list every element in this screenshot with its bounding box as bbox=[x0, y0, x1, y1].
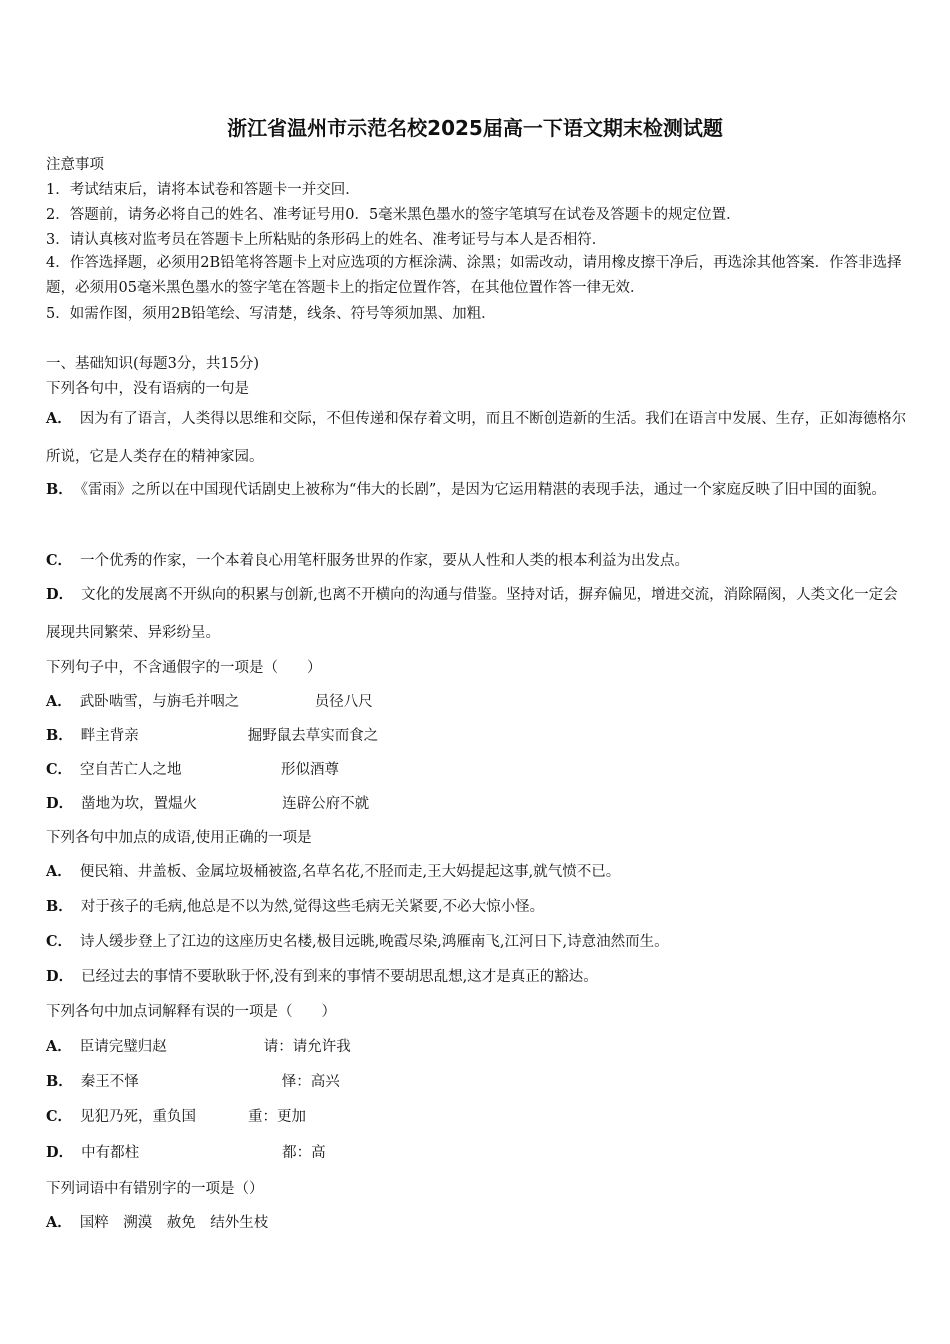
option-label: D． bbox=[46, 1144, 74, 1161]
option-label: C． bbox=[46, 761, 73, 778]
option-c bbox=[46, 1105, 306, 1126]
option-label: C． bbox=[46, 933, 73, 950]
notice-item: 2．答题前，请务必将自己的姓名、准考证号用0．5毫米黑色墨水的签字笔填写在试卷及答题卡的规定位置． bbox=[46, 207, 741, 223]
option-d bbox=[46, 792, 369, 813]
notice-item: 4．作答选择题，必须用2B铅笔将答题卡上对应选项的方框涂满、涂黑；如需改动，请用橡皮擦干净后，再选涂其他答案．作答非选择题，必须用05毫米黑色墨水的签字笔在答题卡上的指定位置作答，在其他位置作答一律无效． bbox=[46, 255, 902, 296]
option-text: 空自苦亡人之地 bbox=[80, 762, 182, 778]
option-text: 诗人缓步登上了江边的这座历史名楼,极目远眺,晚霞尽染,鸿雁南飞,江河日下,诗意油然而生。 bbox=[80, 934, 669, 950]
option-a bbox=[46, 690, 373, 711]
question-stem: 下列句子中，不含通假字的一项是（ ） bbox=[46, 660, 322, 676]
option-text: 因为有了语言，人类得以思维和交际，不但传递和保存着文明，而且不断创造新的生活。我们在语言中发展、生存，正如海德格尔所说，它是人类存在的精神家园。 bbox=[46, 411, 907, 465]
option-label: A． bbox=[46, 693, 72, 710]
option-text: 形似酒尊 bbox=[281, 762, 340, 778]
option-b bbox=[46, 471, 912, 509]
option-text: 便民箱、井盖板、金属垃圾桶被盗,名草名花,不胫而走,王大妈提起这事,就气愤不已。 bbox=[79, 864, 621, 880]
option-text: 秦王不怿 bbox=[80, 1074, 139, 1090]
option-label: B． bbox=[46, 727, 73, 744]
option-text: 连辟公府不就 bbox=[282, 796, 370, 812]
option-b bbox=[46, 895, 544, 916]
question-stem: 下列词语中有错别字的一项是（） bbox=[46, 1181, 264, 1197]
option-text: 一个优秀的作家，一个本着良心用笔杆服务世界的作家，要从人性和人类的根本利益为出发点。 bbox=[80, 553, 690, 569]
option-c bbox=[46, 758, 339, 779]
option-label: B． bbox=[46, 1073, 73, 1090]
option-a bbox=[46, 1035, 351, 1056]
question-stem: 下列各句中加点的成语,使用正确的一项是 bbox=[46, 830, 312, 846]
option-text: 武卧啮雪，与旃毛并咽之 bbox=[79, 694, 240, 710]
option-text: 掘野鼠去草实而食之 bbox=[247, 728, 379, 744]
option-text: 对于孩子的毛病,他总是不以为然,觉得这些毛病无关紧要,不必大惊小怪。 bbox=[80, 899, 545, 915]
option-d bbox=[46, 965, 598, 986]
option-text: 文化的发展离不开纵向的积累与创新,也离不开横向的沟通与借鉴。坚持对话，摒弃偏见，增进交流，消除隔阂，人类文化一定会展现共同繁荣、异彩纷呈。 bbox=[46, 587, 898, 641]
option-label: A． bbox=[46, 1038, 72, 1055]
notice-item: 1．考试结束后，请将本试卷和答题卡一并交回． bbox=[46, 182, 360, 198]
option-label: A． bbox=[46, 1214, 72, 1231]
option-label: A． bbox=[46, 410, 72, 427]
option-text: 凿地为坎，置煴火 bbox=[81, 796, 198, 812]
option-text: 请：请允许我 bbox=[263, 1039, 351, 1055]
option-label: D． bbox=[46, 586, 74, 603]
option-b bbox=[46, 1070, 340, 1091]
option-label: C． bbox=[46, 552, 73, 569]
option-text: 重：更加 bbox=[248, 1109, 307, 1125]
option-label: A． bbox=[46, 863, 72, 880]
option-a bbox=[46, 400, 912, 476]
option-c bbox=[46, 542, 912, 580]
option-text: 中有都柱 bbox=[81, 1145, 140, 1161]
option-text: 见犯乃死，重负国 bbox=[80, 1109, 197, 1125]
option-label: B． bbox=[46, 481, 73, 498]
option-b bbox=[46, 724, 378, 745]
option-text: 员径八尺 bbox=[314, 694, 373, 710]
option-text: 都：高 bbox=[282, 1145, 326, 1161]
option-label: C． bbox=[46, 1108, 73, 1125]
option-text: 臣请完璧归赵 bbox=[79, 1039, 167, 1055]
option-d bbox=[46, 576, 912, 652]
question-stem: 下列各句中，没有语病的一句是 bbox=[46, 381, 249, 397]
option-label: D． bbox=[46, 795, 74, 812]
option-text: 《雷雨》之所以在中国现代话剧史上被称为“伟大的长剧”，是因为它运用精湛的表现手法，通过一个家庭反映了旧中国的面貌。 bbox=[80, 482, 886, 498]
option-a bbox=[46, 860, 620, 881]
option-label: D． bbox=[46, 968, 74, 985]
option-c bbox=[46, 930, 669, 951]
option-text: 国粹 溯漠 赦免 结外生枝 bbox=[79, 1215, 269, 1231]
notice-item: 3．请认真核对监考员在答题卡上所粘贴的条形码上的姓名、准考证号与本人是否相符． bbox=[46, 232, 607, 248]
option-text: 怿：高兴 bbox=[281, 1074, 340, 1090]
option-text: 畔主背亲 bbox=[80, 728, 139, 744]
option-label: B． bbox=[46, 898, 73, 915]
option-text: 已经过去的事情不要耿耿于怀,没有到来的事情不要胡思乱想,这才是真正的豁达。 bbox=[81, 969, 598, 985]
option-a bbox=[46, 1211, 268, 1232]
notice-item: 5．如需作图，须用2B铅笔绘、写清楚，线条、符号等须加黑、加粗． bbox=[46, 306, 496, 322]
section-heading: 一、基础知识(每题3分，共15分) bbox=[46, 356, 259, 372]
question-stem: 下列各句中加点词解释有误的一项是（ ） bbox=[46, 1004, 336, 1020]
option-d bbox=[46, 1141, 326, 1162]
notice-heading: 注意事项 bbox=[46, 157, 104, 173]
page-title: 浙江省温州市示范名校2025届高一下语文期末检测试题 bbox=[227, 116, 723, 140]
